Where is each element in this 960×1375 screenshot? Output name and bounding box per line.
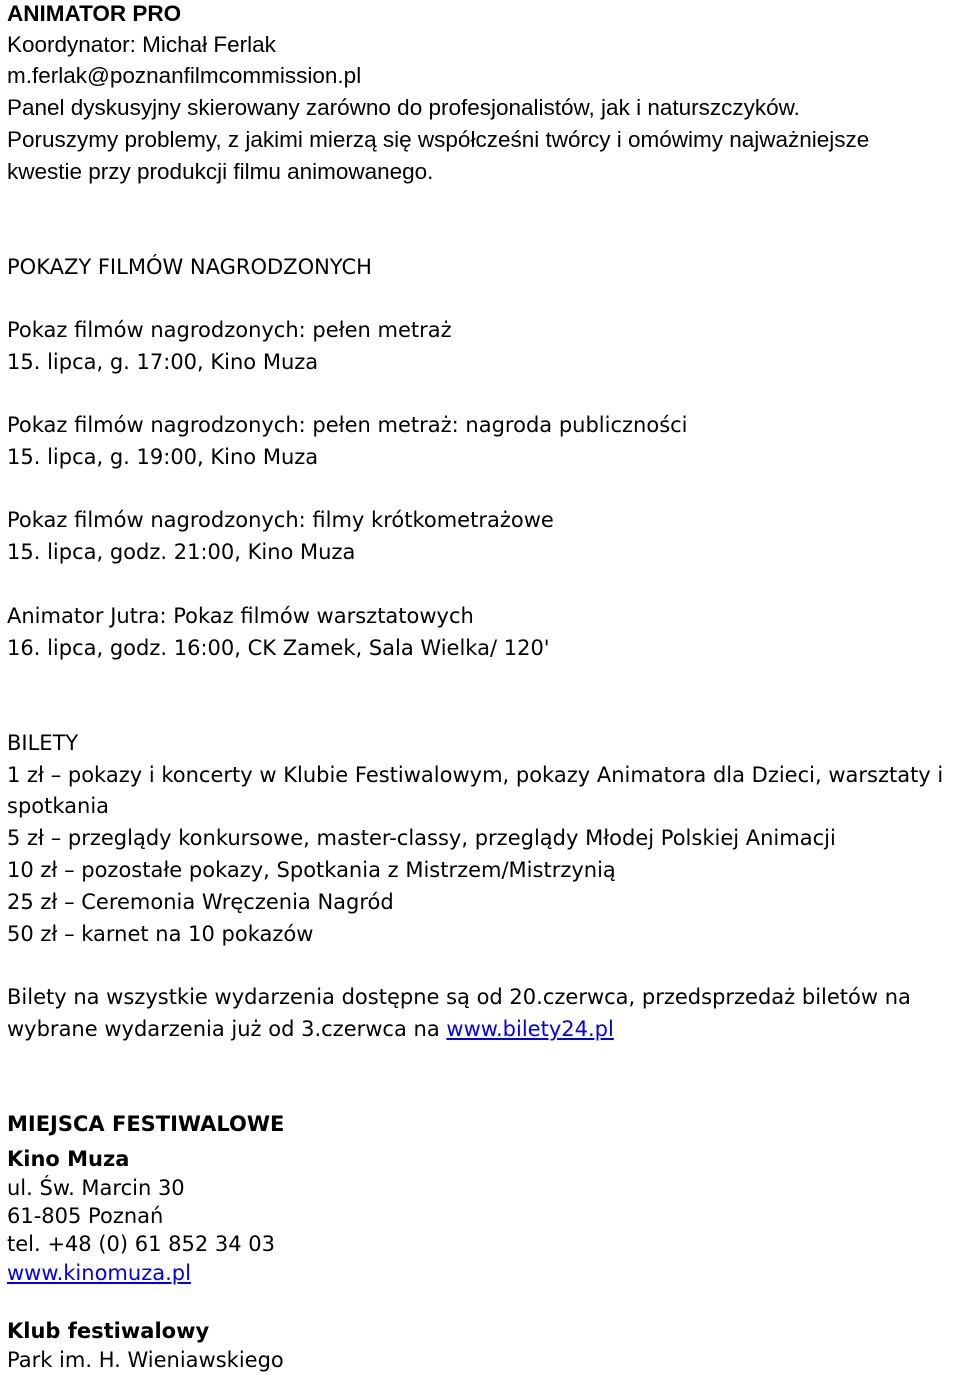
coordinator-line: Koordynator: Michał Ferlak — [7, 32, 276, 57]
tickets-note-prefix: wybrane wydarzenia już od 3.czerwca na — [7, 1017, 447, 1041]
ticket-line: 10 zł – pozostałe pokazy, Spotkania z Mistrzem/Mistrzynią — [7, 858, 616, 882]
description-line-3: kwestie przy produkcji filmu animowanego. — [7, 159, 434, 184]
ticket-line: 1 zł – pokazy i koncerty w Klubie Festiwalowym, pokazy Animatora dla Dzieci, warsztaty i — [7, 763, 944, 787]
event-when: 15. lipca, g. 17:00, Kino Muza — [7, 350, 319, 374]
animator-pro-title: ANIMATOR PRO — [7, 1, 182, 26]
tickets-heading: BILETY — [7, 731, 79, 755]
klub-festiwalowy-name: Klub festiwalowy — [7, 1319, 210, 1343]
ticket-line: 50 zł – karnet na 10 pokazów — [7, 922, 314, 946]
kino-muza-phone: tel. +48 (0) 61 852 34 03 — [7, 1232, 276, 1256]
event-title: Pokaz filmów nagrodzonych: pełen metraż: nagroda publiczności — [7, 413, 688, 437]
kino-muza-website-link[interactable]: www.kinomuza.pl — [7, 1261, 191, 1285]
event-title: Pokaz filmów nagrodzonych: filmy krótkometrażowe — [7, 508, 554, 532]
description-line-2: Poruszymy problemy, z jakimi mierzą się współcześni twórcy i omówimy najważniejsze — [7, 127, 870, 152]
venues-heading: MIEJSCA FESTIWALOWE — [7, 1112, 285, 1136]
tickets-note-line-2 — [7, 1019, 614, 1040]
event-when: 15. lipca, g. 19:00, Kino Muza — [7, 445, 319, 469]
event-when: 15. lipca, godz. 21:00, Kino Muza — [7, 540, 356, 564]
awards-heading: POKAZY FILMÓW NAGRODZONYCH — [7, 255, 372, 279]
bilety24-link[interactable]: www.bilety24.pl — [446, 1017, 614, 1041]
klub-festiwalowy-place: Park im. H. Wieniawskiego — [7, 1348, 284, 1372]
kino-muza-city: 61-805 Poznań — [7, 1204, 164, 1228]
kino-muza-street: ul. Św. Marcin 30 — [7, 1176, 185, 1200]
kino-muza-name: Kino Muza — [7, 1147, 130, 1171]
coordinator-email[interactable]: m.ferlak@poznanfilmcommission.pl — [7, 63, 362, 88]
event-title: Animator Jutra: Pokaz filmów warsztatowych — [7, 604, 474, 628]
ticket-line: spotkania — [7, 794, 110, 818]
tickets-note-line-1: Bilety na wszystkie wydarzenia dostępne są od 20.czerwca, przedsprzedaż biletów na — [7, 985, 911, 1009]
event-title: Pokaz filmów nagrodzonych: pełen metraż — [7, 318, 452, 342]
ticket-line: 25 zł – Ceremonia Wręczenia Nagród — [7, 890, 394, 914]
event-when: 16. lipca, godz. 16:00, CK Zamek, Sala Wielka/ 120' — [7, 636, 550, 660]
ticket-line: 5 zł – przeglądy konkursowe, master-classy, przeglądy Młodej Polskiej Animacji — [7, 826, 836, 850]
description-line-1: Panel dyskusyjny skierowany zarówno do profesjonalistów, jak i naturszczyków. — [7, 95, 800, 120]
